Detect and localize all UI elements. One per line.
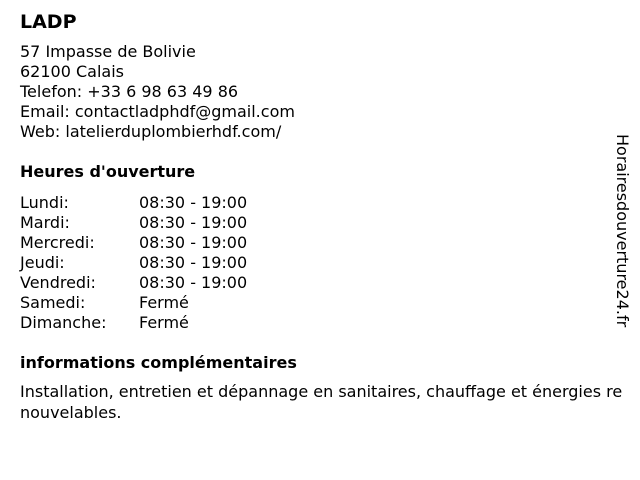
hours-time: 08:30 - 19:00 [139, 193, 248, 212]
site-watermark: Horairesdouverture24.fr [613, 134, 632, 328]
hours-row-samedi [20, 293, 620, 313]
business-name: LADP [20, 11, 77, 33]
hours-time: 08:30 - 19:00 [139, 253, 248, 272]
hours-day: Dimanche: [20, 313, 107, 332]
hours-time: Fermé [139, 293, 189, 312]
hours-day: Jeudi: [20, 253, 65, 272]
web-address: latelierduplombierhdf.com/ [65, 122, 282, 141]
hours-row-mercredi [20, 233, 620, 253]
hours-row-vendredi [20, 273, 620, 293]
email-label: Email: [20, 102, 70, 121]
hours-time: 08:30 - 19:00 [139, 213, 248, 232]
hours-row-mardi [20, 213, 620, 233]
hours-row-jeudi [20, 253, 620, 273]
hours-time: Fermé [139, 313, 189, 332]
hours-day: Samedi: [20, 293, 86, 312]
info-text: Installation, entretien et dépannage en sanitaires, chauffage et énergies renouvelables. [20, 382, 623, 422]
hours-table [20, 193, 620, 333]
email-address: contactladphdf@gmail.com [74, 102, 295, 121]
hours-day: Mercredi: [20, 233, 95, 252]
hours-row-lundi [20, 193, 620, 213]
hours-row-dimanche [20, 313, 620, 333]
hours-time: 08:30 - 19:00 [139, 233, 248, 252]
web-line [20, 122, 620, 142]
info-heading: informations complémentaires [20, 353, 297, 372]
hours-heading: Heures d'ouverture [20, 162, 196, 181]
email-line [20, 102, 620, 122]
hours-day: Vendredi: [20, 273, 96, 292]
phone-line [20, 82, 620, 102]
phone-label: Telefon: [20, 82, 83, 101]
address-line-2: 62100 Calais [20, 62, 124, 81]
hours-time: 08:30 - 19:00 [139, 273, 248, 292]
address-line-1: 57 Impasse de Bolivie [20, 42, 196, 61]
hours-day: Lundi: [20, 193, 69, 212]
hours-day: Mardi: [20, 213, 70, 232]
web-label: Web: [20, 122, 61, 141]
phone-number: +33 6 98 63 49 86 [87, 82, 239, 101]
